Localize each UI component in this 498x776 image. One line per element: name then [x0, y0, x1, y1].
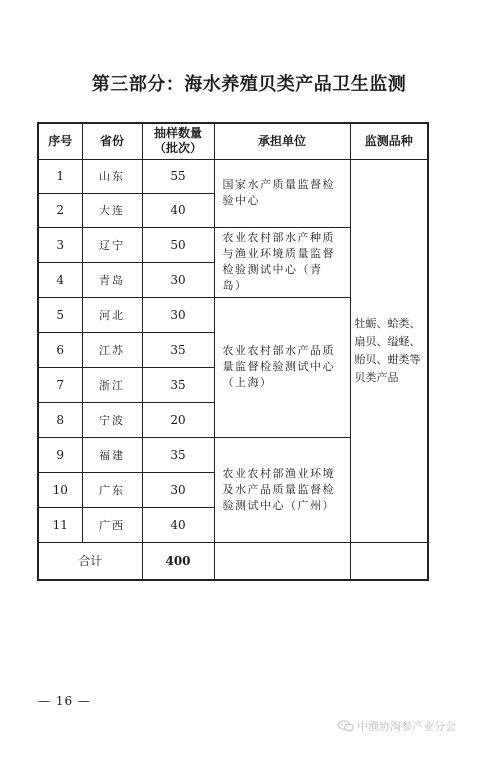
- table-row: [38, 159, 428, 193]
- row-province: 青岛: [82, 262, 142, 297]
- row-province: 山东: [82, 159, 142, 193]
- total-label: 合计: [38, 542, 142, 580]
- row-index: 5: [38, 297, 82, 332]
- row-province: 宁波: [82, 402, 142, 437]
- total-empty-unit: [214, 542, 350, 580]
- row-count: 30: [142, 472, 214, 507]
- wechat-icon: [338, 720, 354, 732]
- row-province: 大连: [82, 193, 142, 227]
- row-province: 浙江: [82, 367, 142, 402]
- row-index: 1: [38, 159, 82, 193]
- row-index: 11: [38, 507, 82, 542]
- header-varieties: 监测品种: [350, 123, 428, 159]
- row-index: 6: [38, 332, 82, 367]
- row-province: 广东: [82, 472, 142, 507]
- row-count: 20: [142, 402, 214, 437]
- monitoring-table: [37, 122, 429, 581]
- row-index: 9: [38, 437, 82, 472]
- row-province: 福建: [82, 437, 142, 472]
- unit-cell: 农业农村部渔业环境及水产品质量监督检验测试中心（广州）: [214, 437, 350, 542]
- row-count: 35: [142, 332, 214, 367]
- row-index: 8: [38, 402, 82, 437]
- row-province: 广西: [82, 507, 142, 542]
- unit-cell: 农业农村部水产品质量监督检验测试中心（上海）: [214, 297, 350, 437]
- header-count-line2: （批次）: [153, 141, 202, 156]
- row-index: 4: [38, 262, 82, 297]
- row-count: 30: [142, 297, 214, 332]
- page-number: — 16 —: [38, 694, 91, 708]
- header-count: [142, 123, 214, 159]
- page-title: 第三部分：海水养殖贝类产品卫生监测: [91, 74, 407, 95]
- unit-cell: 农业农村部水产种质与渔业环境质量监督检验测试中心（青岛）: [214, 227, 350, 297]
- row-count: 40: [142, 193, 214, 227]
- row-province: 江苏: [82, 332, 142, 367]
- total-empty-varieties: [350, 542, 428, 580]
- total-value: 400: [142, 542, 214, 580]
- row-index: 2: [38, 193, 82, 227]
- row-count: 30: [142, 262, 214, 297]
- varieties-cell: 牡蛎、蛤类、扇贝、缢蛏、贻贝、蚶类等贝类产品: [350, 159, 428, 542]
- row-index: 7: [38, 367, 82, 402]
- row-count: 55: [142, 159, 214, 193]
- row-province: 辽宁: [82, 227, 142, 262]
- row-count: 40: [142, 507, 214, 542]
- row-count: 35: [142, 437, 214, 472]
- table-header-row: [38, 123, 428, 159]
- header-count-line1: 抽样数量: [153, 126, 202, 141]
- header-province: 省份: [82, 123, 142, 159]
- row-count: 35: [142, 367, 214, 402]
- row-index: 10: [38, 472, 82, 507]
- row-count: 50: [142, 227, 214, 262]
- watermark-text: 中渔协淘参产业分会: [357, 720, 456, 733]
- header-index: 序号: [38, 123, 82, 159]
- row-province: 河北: [82, 297, 142, 332]
- row-index: 3: [38, 227, 82, 262]
- watermark: [338, 718, 456, 734]
- header-unit: 承担单位: [214, 123, 350, 159]
- total-row: [38, 542, 428, 580]
- unit-cell: 国家水产质量监督检验中心: [214, 159, 350, 227]
